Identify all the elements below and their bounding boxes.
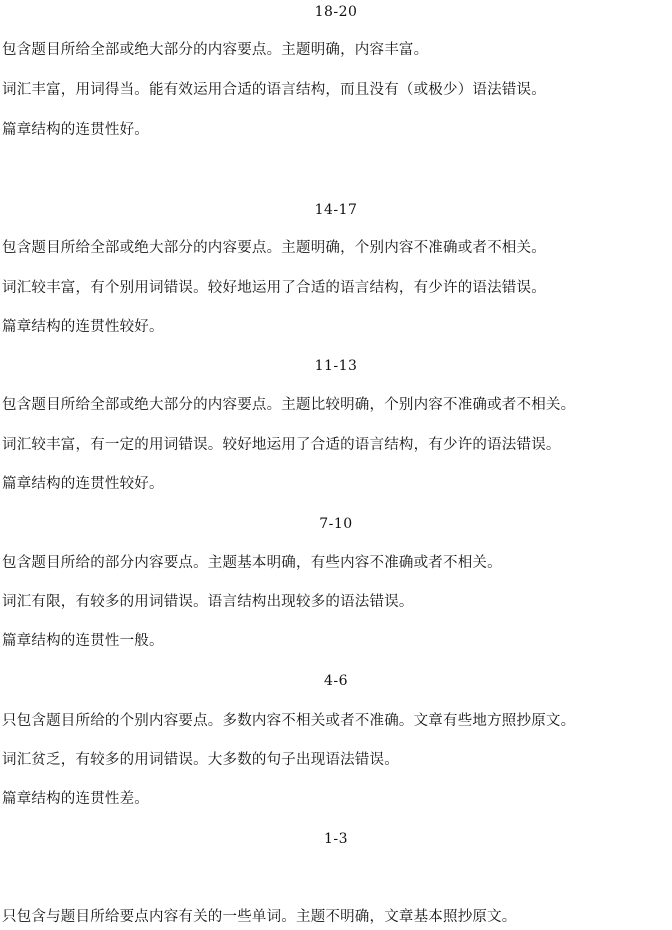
band-line: 包含题目所给的部分内容要点。主题基本明确，有些内容不准确或者不相关。 [2,555,502,571]
band-line: 词汇丰富，用词得当。能有效运用合适的语言结构，而且没有（或极少）语法错误。 [2,82,546,98]
band-line: 包含题目所给全部或绝大部分的内容要点。主题比较明确，个别内容不准确或者不相关。 [2,397,576,413]
band-line: 包含题目所给全部或绝大部分的内容要点。主题明确，个别内容不准确或者不相关。 [2,240,546,256]
band-line: 只包含题目所给的个别内容要点。多数内容不相关或者不准确。文章有些地方照抄原文。 [2,713,576,729]
band-line: 只包含与题目所给要点内容有关的一些单词。主题不明确，文章基本照抄原文。 [2,909,517,925]
band-score-18-20: 18-20 [314,4,358,20]
band-line: 词汇有限，有较多的用词错误。语言结构出现较多的语法错误。 [2,594,414,610]
band-score-4-6: 4-6 [323,673,349,689]
band-line: 词汇较丰富，有一定的用词错误。较好地运用了合适的语言结构，有少许的语法错误。 [2,437,561,453]
band-line: 篇章结构的连贯性好。 [2,122,149,138]
band-score-11-13: 11-13 [314,358,358,374]
band-line: 篇章结构的连贯性一般。 [2,633,164,649]
band-line: 词汇较丰富，有个别用词错误。较好地运用了合适的语言结构，有少许的语法错误。 [2,280,546,296]
band-line: 篇章结构的连贯性较好。 [2,476,164,492]
band-score-7-10: 7-10 [319,516,353,532]
band-score-14-17: 14-17 [314,202,358,218]
band-line: 篇章结构的连贯性差。 [2,791,149,807]
band-line: 词汇贫乏，有较多的用词错误。大多数的句子出现语法错误。 [2,752,399,768]
band-line: 包含题目所给全部或绝大部分的内容要点。主题明确，内容丰富。 [2,42,429,58]
band-line: 篇章结构的连贯性较好。 [2,319,164,335]
band-score-1-3: 1-3 [323,831,349,847]
